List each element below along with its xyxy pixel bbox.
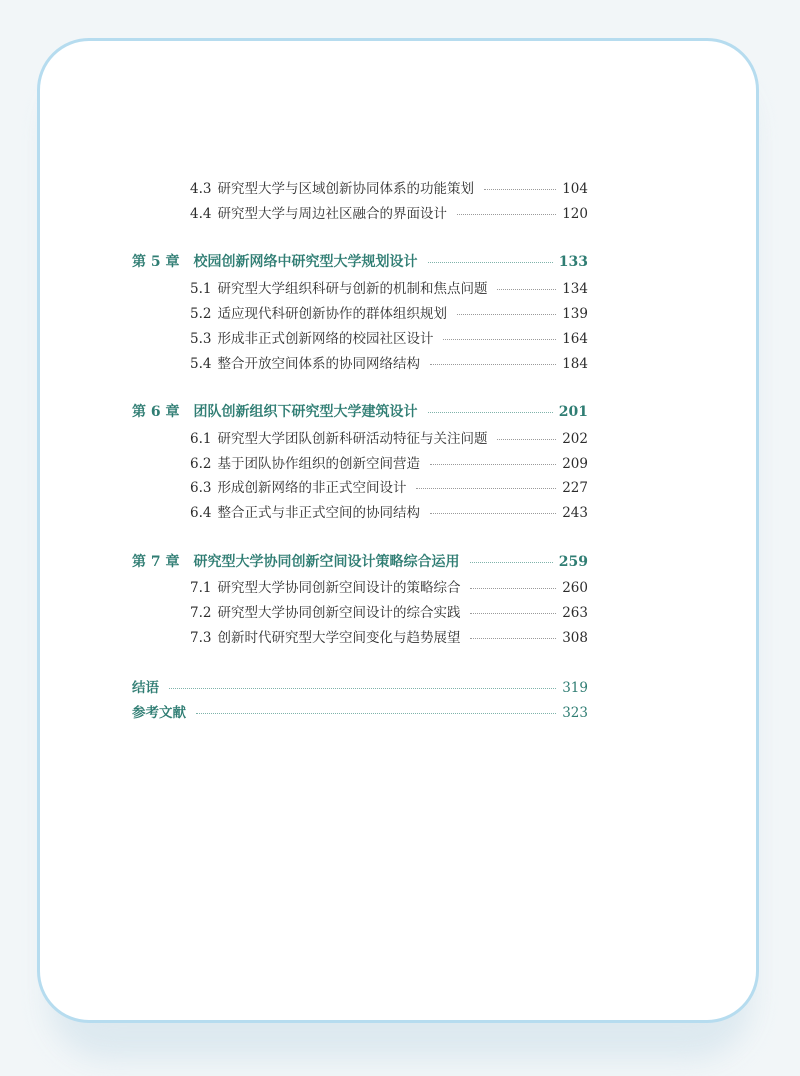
page-number: 201 [558, 404, 588, 420]
section-number: 7.2 [190, 605, 212, 621]
toc-chapter-6[interactable] [132, 401, 588, 421]
dot-leader [196, 713, 556, 714]
dot-leader [428, 412, 553, 413]
section-title: 研究型大学与周边社区融合的界面设计 [217, 206, 447, 222]
page-number: 184 [562, 356, 588, 372]
section-number: 4.3 [190, 181, 212, 197]
table-of-contents [40, 41, 762, 1026]
chapter-title: 研究型大学协同创新空间设计策略综合运用 [193, 554, 460, 570]
section-number: 6.3 [190, 480, 212, 496]
toc-entry-6-2[interactable] [190, 452, 588, 472]
dot-leader [430, 464, 556, 465]
toc-chapter-7[interactable] [132, 551, 588, 571]
section-number: 7.1 [190, 580, 212, 596]
dot-leader [470, 613, 556, 614]
section-number: 6.1 [190, 431, 212, 447]
section-number: 4.4 [190, 206, 212, 222]
toc-entry-conclusion[interactable] [132, 676, 588, 696]
toc-entry-6-1[interactable] [190, 427, 588, 447]
dot-leader [470, 638, 556, 639]
references-title: 参考文献 [132, 705, 186, 721]
dot-leader [457, 314, 556, 315]
toc-entry-6-4[interactable] [190, 501, 588, 521]
section-title: 基于团队协作组织的创新空间营造 [217, 456, 420, 472]
toc-entry-7-1[interactable] [190, 576, 588, 596]
page-number: 263 [562, 605, 588, 621]
dot-leader [470, 562, 553, 563]
page-number: 134 [562, 281, 588, 297]
toc-entry-5-3[interactable] [190, 327, 588, 347]
page-number: 120 [562, 206, 588, 222]
toc-entry-7-2[interactable] [190, 601, 588, 621]
section-title: 研究型大学与区域创新协同体系的功能策划 [217, 181, 474, 197]
chapter-title: 校园创新网络中研究型大学规划设计 [193, 254, 418, 270]
section-title: 研究型大学协同创新空间设计的策略综合 [217, 580, 461, 596]
page-number: 139 [562, 306, 588, 322]
section-title: 创新时代研究型大学空间变化与趋势展望 [217, 630, 461, 646]
section-title: 整合开放空间体系的协同网络结构 [217, 356, 420, 372]
page-number: 164 [562, 331, 588, 347]
chapter-label: 第 5 章 [132, 254, 180, 270]
section-number: 5.3 [190, 331, 212, 347]
dot-leader [430, 513, 556, 514]
page-card [37, 38, 759, 1023]
page-number: 133 [558, 254, 588, 270]
toc-entry-6-3[interactable] [190, 476, 588, 496]
section-title: 研究型大学团队创新科研活动特征与关注问题 [217, 431, 488, 447]
section-title: 形成创新网络的非正式空间设计 [217, 480, 407, 496]
page-number: 243 [562, 505, 588, 521]
page-number: 202 [562, 431, 588, 447]
dot-leader [457, 214, 556, 215]
section-number: 5.1 [190, 281, 212, 297]
dot-leader [169, 688, 556, 689]
conclusion-title: 结语 [132, 680, 159, 696]
dot-leader [416, 488, 556, 489]
section-number: 5.2 [190, 306, 212, 322]
chapter-title: 团队创新组织下研究型大学建筑设计 [193, 404, 418, 420]
chapter-label: 第 7 章 [132, 554, 180, 570]
page-number: 323 [562, 705, 588, 721]
section-number: 6.2 [190, 456, 212, 472]
toc-entry-references[interactable] [132, 701, 588, 721]
page-number: 259 [558, 554, 588, 570]
dot-leader [443, 339, 556, 340]
page-number: 227 [562, 480, 588, 496]
section-title: 研究型大学组织科研与创新的机制和焦点问题 [217, 281, 488, 297]
page-number: 308 [562, 630, 588, 646]
section-title: 形成非正式创新网络的校园社区设计 [217, 331, 434, 347]
dot-leader [428, 262, 553, 263]
section-number: 6.4 [190, 505, 212, 521]
dot-leader [497, 439, 556, 440]
chapter-label: 第 6 章 [132, 404, 180, 420]
dot-leader [470, 588, 556, 589]
section-title: 整合正式与非正式空间的协同结构 [217, 505, 420, 521]
toc-entry-5-4[interactable] [190, 352, 588, 372]
page-number: 260 [562, 580, 588, 596]
toc-entry-4-4[interactable] [190, 202, 588, 222]
toc-entry-7-3[interactable] [190, 626, 588, 646]
section-title: 适应现代科研创新协作的群体组织规划 [217, 306, 447, 322]
section-number: 7.3 [190, 630, 212, 646]
toc-entry-4-3[interactable] [190, 177, 588, 197]
page-number: 319 [562, 680, 588, 696]
section-title: 研究型大学协同创新空间设计的综合实践 [217, 605, 461, 621]
section-number: 5.4 [190, 356, 212, 372]
page-number: 209 [562, 456, 588, 472]
toc-entry-5-2[interactable] [190, 302, 588, 322]
dot-leader [430, 364, 556, 365]
dot-leader [484, 189, 556, 190]
page-number: 104 [562, 181, 588, 197]
toc-chapter-5[interactable] [132, 251, 588, 271]
dot-leader [497, 289, 556, 290]
toc-entry-5-1[interactable] [190, 277, 588, 297]
